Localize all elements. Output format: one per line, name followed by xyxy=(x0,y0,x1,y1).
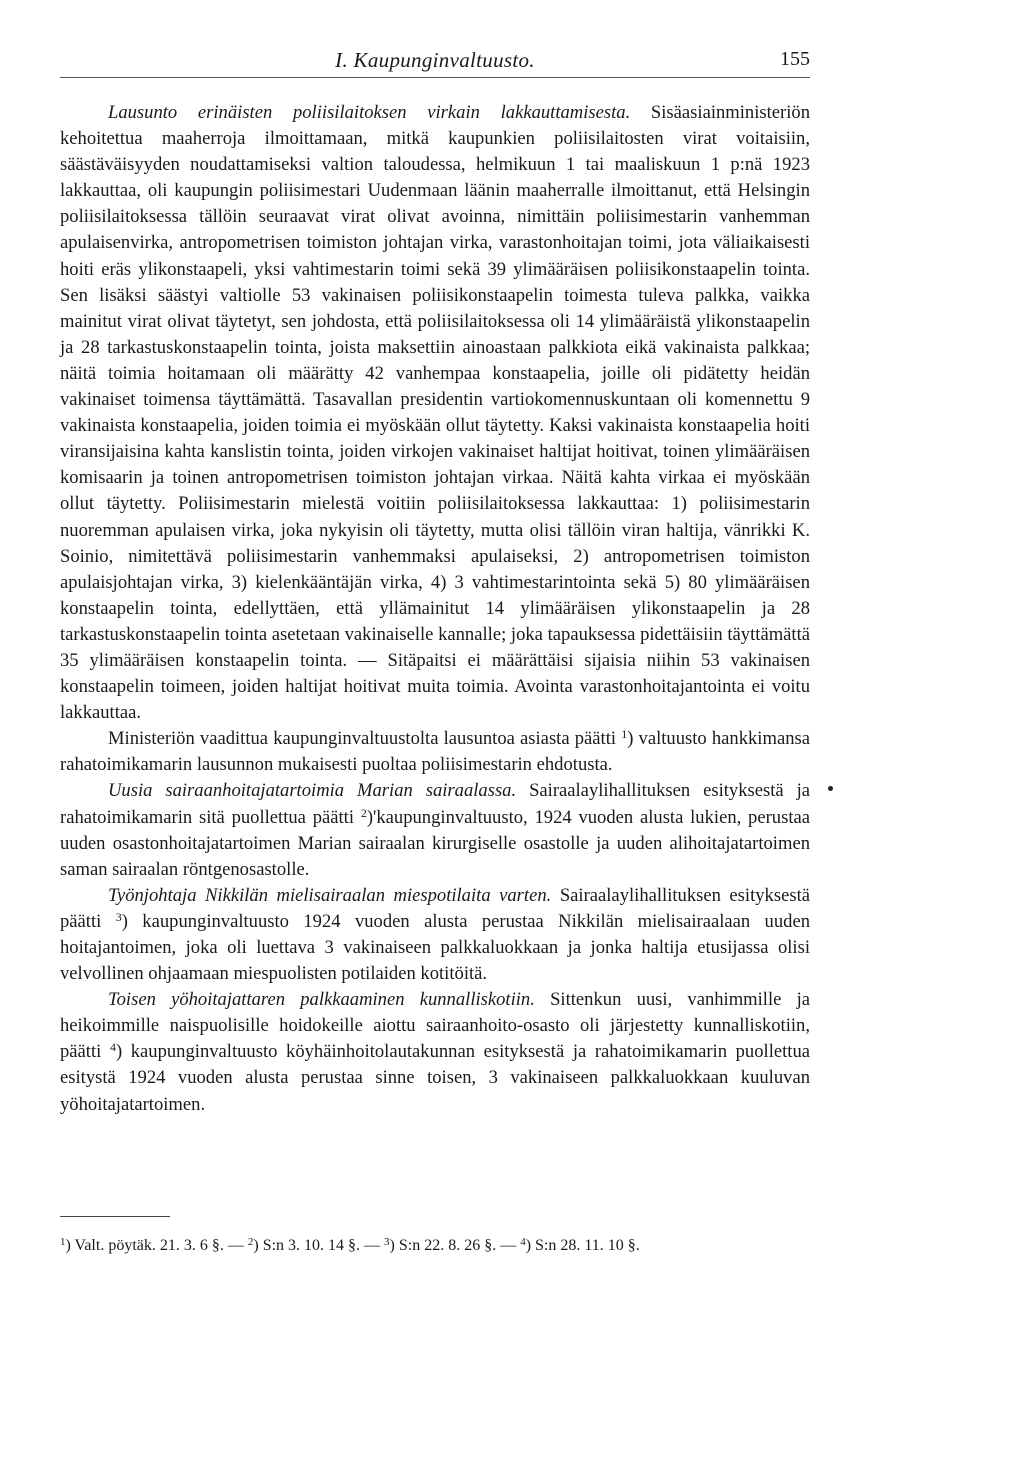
paragraph-text: Ministeriön vaadittua kaupunginvaltuustolta lausuntoa asiasta päätti xyxy=(108,728,617,750)
footnote-text: ) Valt. pöytäk. 21. 3. 6 §. — xyxy=(65,1237,248,1254)
section-heading: Lausunto erinäisten poliisilaitoksen virkain lakkauttamisesta. xyxy=(108,102,631,123)
footnote-ref: 2 xyxy=(360,805,367,820)
paragraph-text: ) kaupunginvaltuusto köyhäinhoitolautakunnan esityksestä ja rahatoimikamarin puollettua esitystä 1924 vuoden alusta perustaa sinne toisen, 3 vakinaiseen palkkaluokkaan kuuluvan yöhoitajatartoimen. xyxy=(60,1041,810,1115)
paragraph-text: Sairaalaylihallituksen esityksestä päätti xyxy=(60,884,810,932)
paragraph-poliisilaitos xyxy=(60,100,810,726)
print-speck xyxy=(828,786,833,791)
body-text xyxy=(60,100,810,1118)
header-rule xyxy=(60,77,810,78)
section-heading: Toisen yöhoitajattaren palkkaaminen kunnalliskotiin. xyxy=(108,989,535,1011)
footnote-text: ) S:n 22. 8. 26 §. — xyxy=(389,1237,521,1254)
paragraph-text: Sittenkun uusi, vanhimmille ja heikoimmille naispuolisille hoidokeille aiottu sairaanhoito-osasto oli järjestetty kunnalliskotiin, päätti xyxy=(60,989,810,1063)
footnote-ref: 3 xyxy=(115,909,122,924)
paragraph-ministerio xyxy=(60,726,810,778)
footnote-text: ) S:n 28. 11. 10 §. xyxy=(525,1237,640,1254)
paragraph-text: ) kaupunginvaltuusto 1924 vuoden alusta perustaa Nikkilän mielisairaalaan uuden hoitajantoimen, joka oli luettava 3 vakinaiseen palkkaluokkaan ja jonka haltija etusijassa olisi velvollinen ohjaamaan miespuolisten potilaiden kotitöitä. xyxy=(60,910,810,985)
paragraph-text: ) valtuusto hankkimansa rahatoimikamarin lausunnon mukaisesti puoltaa poliisimestarin ehdotusta. xyxy=(60,728,810,776)
footnote-rule xyxy=(60,1216,170,1217)
footnote-mark: 3 xyxy=(384,1236,390,1248)
paragraph-text: )'kaupunginvaltuusto, 1924 vuoden alusta lukien, perustaa uuden osastonhoitajatartoimen Marian sairaalan kirurgiselle osastolle ja uuden alihoitajatartoimen saman sairaalan röntgenosastolle. xyxy=(60,806,810,880)
footnote-ref: 4 xyxy=(109,1040,116,1055)
paragraph-text: Sairaalaylihallituksen esityksestä ja rahatoimikamarin sitä puollettua päätti xyxy=(60,780,810,828)
footnote-text: ) S:n 3. 10. 14 §. — xyxy=(253,1237,385,1254)
footnote-mark: 2 xyxy=(247,1236,254,1248)
running-title: I. Kaupunginvaltuusto. xyxy=(335,48,535,72)
footnotes xyxy=(60,1236,810,1256)
section-heading: Uusia sairaanhoitajatartoimia Marian sairaalassa. xyxy=(108,780,517,802)
footnote-mark: 4 xyxy=(520,1236,526,1248)
footnote-ref: 1 xyxy=(621,727,628,742)
paragraph-text: Sisäasiainministeriön kehoitettua maaherroja ilmoittamaan, mitkä kaupunkien poliisilaitosten virat voitaisiin, säästäväisyyden noudattamiseksi valtion taloudessa, helmikuun 1 tai maaliskuun 1 p:nä 1923 lakkauttaa, oli kaupungin poliisimestari Uudenmaan läänin maaherralle ilmoittanut, että Helsingin poliisilaitoksessa tällöin seuraavat virat olivat avoinna, nimittäin poliisimestarin vanhemman apulaisenvirka, antropometrisen toimiston johtajan virka, varastonhoitajan toimi, jota väliaikaisesti hoiti eräs ylikonstaapeli, yksi vahtimestarin toimi sekä 39 ylimääräisen poliisikonstaapelin tointa. Sen lisäksi säästyi valtiolle 53 vakinaisen poliisikonstaapelin toimesta tuleva palkka, vaikka mainitut virat olivat täytetyt, sen johdosta, että poliisilaitoksessa oli 14 ylimääräistä ylikonstaapelin ja 28 tarkastuskonstaapelin tointa, joista maksettiin ainoastaan palkkiota eikä vakinaista palkkaa; näitä toimia hoitamaan oli määrätty 42 vanhempaa konstaapelia, joille oli pidätetty heidän vakinaiset toimensa täyttämättä. Tasavallan presidentin vartiokomennuskuntaan oli komennettu 9 vakinaista konstaapelia, joiden toimia ei myöskään ollut täytetty. Kaksi vakinaista konstaapelia hoiti viransijaisina kahta kanslistin tointa, joiden virkojen vakinaiset haltijat hoitivat, toinen ylimääräisen komisaarin ja toinen antropometrisen toimiston johtajan virkaa. Näitä kahta virkaa ei myöskään ollut täytetty. Poliisimestarin mielestä voitiin poliisilaitoksessa lakkauttaa: 1) poliisimestarin nuoremman apulaisen virka, joka nykyisin oli täytetty, mutta olisi tällöin viran haltija, vänrikki K. Soinio, nimitettävä poliisimestarin vanhemmaksi apulaiseksi, 2) antropometrisen toimiston apulaisjohtajan virka, 3) kielenkääntäjän virka, 4) 3 vahtimestarintointa sekä 5) 80 ylimääräisen konstaapelin tointa, edellyttäen, että yllämainitut 14 ylimääräisen ylikonstaapelin ja 28 tarkastuskonstaapelin tointa asetetaan vakinaiselle kannalle; joka tapauksessa pidettäisiin täyttämättä 35 ylimääräisen konstaapelin tointa. — Sitäpaitsi ei määrättäisi sijaisia niihin 53 vakinaisen konstaapelin toimeen, joiden haltijat hoitivat muita toimia. Avointa varastonhoitajantointa ei voitu lakkauttaa. xyxy=(60,102,810,724)
footnote-mark: 1 xyxy=(60,1236,66,1248)
page-header xyxy=(60,48,810,76)
paragraph-kunnalliskoti xyxy=(60,987,810,1117)
paragraph-nikkila xyxy=(60,883,810,987)
section-heading: Työnjohtaja Nikkilän mielisairaalan miespotilaita varten. xyxy=(108,884,552,906)
paragraph-marian-sairaala xyxy=(60,778,810,882)
page-number: 155 xyxy=(780,48,810,70)
